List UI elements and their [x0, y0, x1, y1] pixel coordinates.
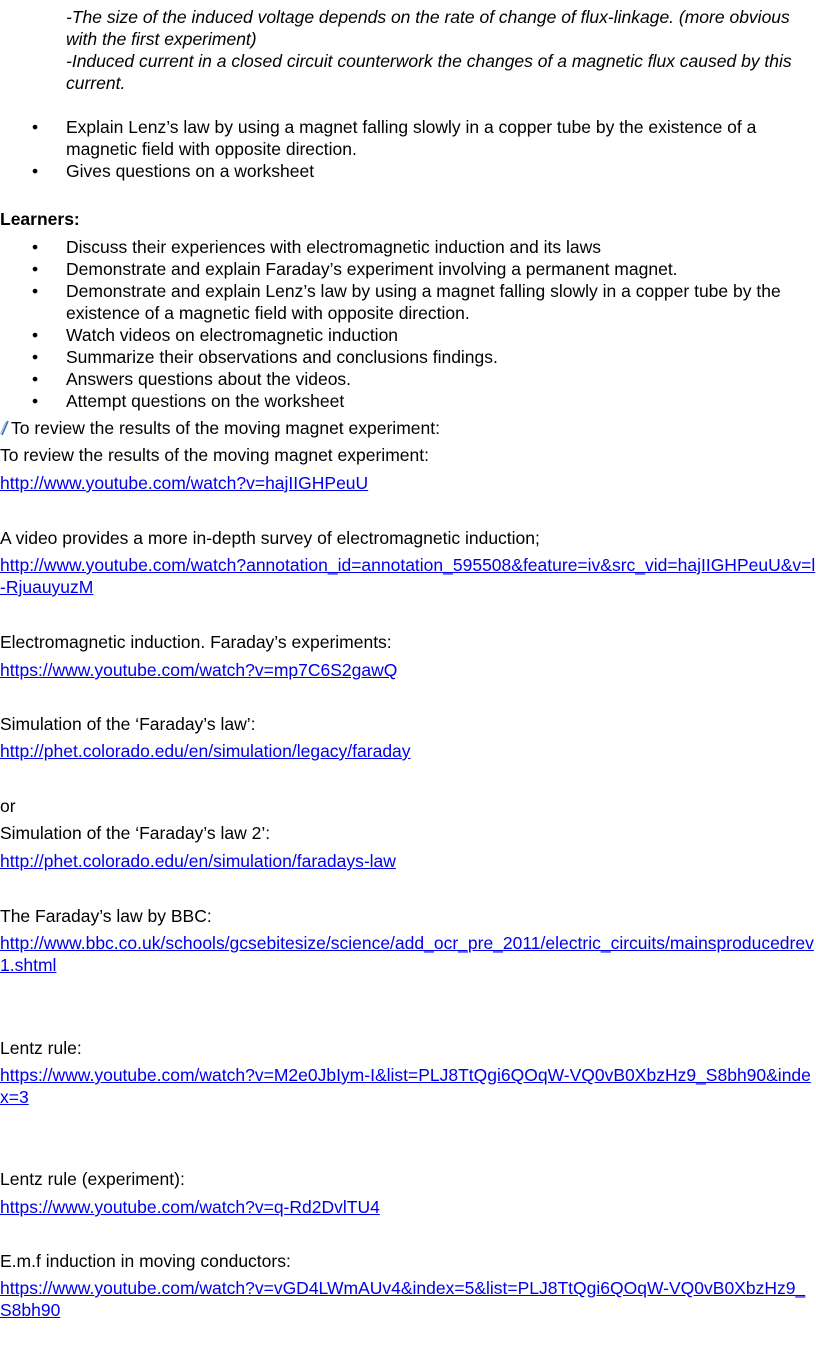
review-line-with-marker: To review the results of the moving magnet experiment: [0, 417, 816, 439]
faraday-experiments-link[interactable]: https://www.youtube.com/watch?v=mp7C6S2gawQ [0, 660, 398, 680]
pencil-icon [0, 420, 10, 436]
bullet-icon: • [32, 347, 39, 367]
lentz-experiment-label: Lentz rule (experiment): [0, 1169, 185, 1189]
review-video-link[interactable]: http://www.youtube.com/watch?v=hajIIGHPeuU [0, 473, 369, 493]
bullet-icon: • [32, 237, 39, 257]
lentz-experiment-link[interactable]: https://www.youtube.com/watch?v=q-Rd2DvlTU4 [0, 1197, 380, 1217]
learners-heading: Learners: [0, 209, 80, 229]
bullet-icon: • [32, 325, 39, 345]
emf-induction-link[interactable]: https://www.youtube.com/watch?v=vGD4LWmAUv4&index=5&list=PLJ8TtQgi6QOqW-VQ0vB0XbzHz9_S8bh90 [0, 1278, 806, 1320]
list-item: • Summarize their observations and conclusions findings. [32, 347, 498, 367]
learner-activity-list [0, 236, 816, 412]
list-item: • Attempt questions on the worksheet [32, 391, 345, 411]
simulation-1-label: Simulation of the ‘Faraday’s law’: [0, 714, 256, 734]
review-label: To review the results of the moving magnet experiment: [0, 445, 429, 465]
lentz-rule-label: Lentz rule: [0, 1038, 82, 1058]
note-induced-voltage: -The size of the induced voltage depends on the rate of change of flux-linkage. (more obvious with the first experiment) [66, 7, 790, 49]
bullet-icon: • [32, 369, 39, 389]
list-item: • Gives questions on a worksheet [32, 161, 315, 181]
intro-italic-notes [66, 6, 816, 94]
list-item: • Explain Lenz’s law by using a magnet falling slowly in a copper tube by the existence of a magnetic field with opposite direction. [32, 117, 757, 159]
teacher-activity-list [0, 116, 816, 182]
simulation-1-link[interactable]: http://phet.colorado.edu/en/simulation/legacy/faraday [0, 741, 411, 761]
list-item: • Discuss their experiences with electromagnetic induction and its laws [32, 237, 601, 257]
list-item: • Answers questions about the videos. [32, 369, 352, 389]
bullet-icon: • [32, 161, 39, 181]
bullet-icon: • [32, 259, 39, 279]
bullet-icon: • [32, 391, 39, 411]
bbc-label: The Faraday’s law by BBC: [0, 906, 212, 926]
bbc-link[interactable]: http://www.bbc.co.uk/schools/gcsebitesize/science/add_ocr_pre_2011/electric_circuits/mainsproducedrev1.shtml [0, 933, 814, 975]
list-item: • Watch videos on electromagnetic induction [32, 325, 399, 345]
bullet-icon: • [32, 117, 39, 137]
bullet-icon: • [32, 281, 39, 301]
list-item: • Demonstrate and explain Faraday’s experiment involving a permanent magnet. [32, 259, 678, 279]
list-item: • Demonstrate and explain Lenz’s law by using a magnet falling slowly in a copper tube by the existence of a magnetic field with opposite direction. [32, 281, 781, 323]
simulation-2-link[interactable]: http://phet.colorado.edu/en/simulation/faradays-law [0, 851, 396, 871]
survey-video-link[interactable]: http://www.youtube.com/watch?annotation_id=annotation_595508&feature=iv&src_vid=hajIIGHPeuU&v=l-RjuauyuzM [0, 555, 816, 597]
emf-induction-label: E.m.f induction in moving conductors: [0, 1251, 291, 1271]
note-induced-current: -Induced current in a closed circuit counterwork the changes of a magnetic flux caused by this current. [66, 51, 792, 93]
survey-label: A video provides a more in-depth survey of electromagnetic induction; [0, 528, 540, 548]
or-label: or [0, 796, 16, 816]
faraday-experiments-label: Electromagnetic induction. Faraday’s experiments: [0, 632, 392, 652]
lentz-rule-link[interactable]: https://www.youtube.com/watch?v=M2e0JbIym-I&list=PLJ8TtQgi6QOqW-VQ0vB0XbzHz9_S8bh90&index=3 [0, 1065, 811, 1107]
simulation-2-label: Simulation of the ‘Faraday’s law 2’: [0, 823, 271, 843]
